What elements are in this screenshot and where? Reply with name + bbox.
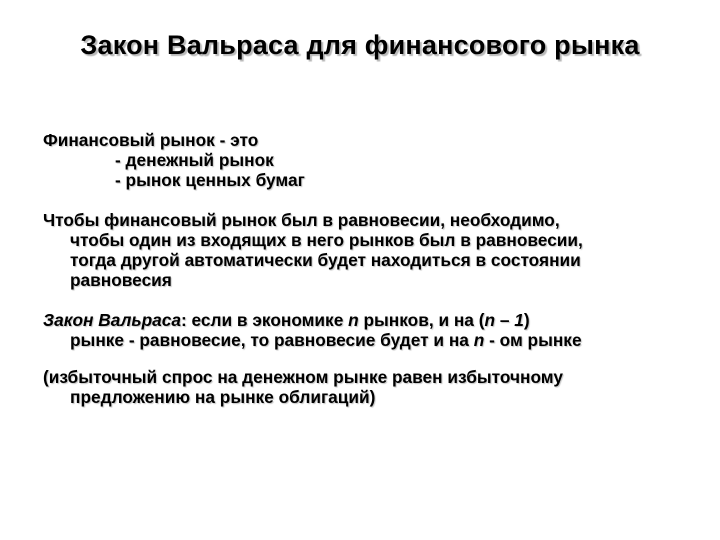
variable-n: n [473,330,485,350]
definition-item-securities-market: - рынок ценных бумаг [115,170,305,190]
walras-text-1: : если в экономике [180,310,349,330]
walras-text-2: рынков, и на ( [358,310,485,330]
walras-text-4: рынке - равновесие, то равновесие будет и на [70,330,474,350]
walras-text-3: ) [523,310,530,330]
variable-n: n [484,310,496,330]
number-one: 1 [514,310,524,330]
walras-line-1 [43,310,693,330]
slide-body [43,130,693,407]
definition-intro: Финансовый рынок - это [43,130,259,150]
equilibrium-line-1: Чтобы финансовый рынок был в равновесии, необходимо, [43,210,560,230]
definition-item-money-market: - денежный рынок [115,150,274,170]
walras-law-paragraph [43,310,693,350]
walras-line-2 [43,330,693,350]
equilibrium-line-4: равновесия [70,270,172,290]
note-line-2: предложению на рынке облигаций) [70,387,376,407]
walras-text-5: - ом рынке [484,330,582,350]
note-line-1: (избыточный спрос на денежном рынке равен избыточному [43,367,563,387]
equilibrium-line-3: тогда другой автоматически будет находиться в состоянии [70,250,581,270]
equilibrium-paragraph [43,210,693,290]
variable-n: n [348,310,359,330]
walras-law-term: Закон Вальраса [43,310,181,330]
definition-block [43,130,693,190]
slide-title: Закон Вальраса для финансового рынка [80,30,640,60]
minus-sign: – [495,310,515,330]
excess-demand-note [43,367,693,407]
equilibrium-line-2: чтобы один из входящих в него рынков был в равновесии, [70,230,583,250]
